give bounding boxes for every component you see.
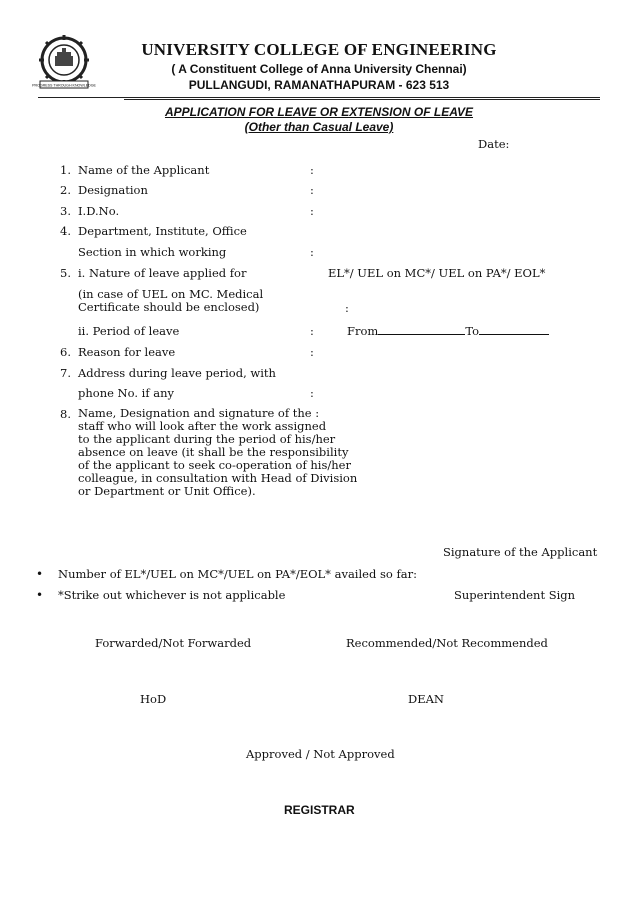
leave-type-options: EL*/ UEL on MC*/ UEL on PA*/ EOL* <box>328 266 546 280</box>
dean-label: DEAN <box>408 692 444 706</box>
item-1-number: 1. <box>60 163 71 177</box>
item-5-note-colon: : <box>345 301 349 315</box>
item-6-colon: : <box>310 345 314 359</box>
period-from-to <box>347 324 549 338</box>
item-8-label: Name, Designation and signature of the : staff who will look after the work assigned to the applicant during the period of his/her absence on leave (it shall be the responsibility of the applicant to seek co-operation of his/her colleague, in consultation with Head of Division or Department or Unit Office). <box>78 406 358 498</box>
strike-out-note: *Strike out whichever is not applicable <box>58 588 286 602</box>
college-constituent: ( A Constituent College of Anna University Chennai) <box>171 62 467 76</box>
item-4-label: Department, Institute, Office <box>78 224 247 238</box>
item-8-number: 8. <box>60 407 71 421</box>
header-rule-thin <box>124 99 600 100</box>
to-label: To <box>465 324 480 338</box>
item-5-number: 5. <box>60 266 71 280</box>
recommended-label: Recommended/Not Recommended <box>346 636 548 650</box>
from-blank <box>378 324 465 335</box>
superintendent-sign-label: Superintendent Sign <box>454 588 576 602</box>
item-7-colon: : <box>310 386 314 400</box>
item-6-label: Reason for leave <box>78 345 176 359</box>
form-subtitle: (Other than Casual Leave) <box>244 120 394 134</box>
item-2-label: Designation <box>78 183 148 197</box>
item-7-label: Address during leave period, with <box>78 366 276 380</box>
period-colon: : <box>310 324 314 338</box>
svg-text:PROGRESS THROUGH KNOWLEDGE: PROGRESS THROUGH KNOWLEDGE <box>32 83 96 88</box>
item-5-label: i. Nature of leave applied for <box>78 266 247 280</box>
item-7-label-line2: phone No. if any <box>78 386 175 400</box>
applicant-signature-label: Signature of the Applicant <box>443 545 598 559</box>
from-label: From <box>347 324 379 338</box>
bullet-dot: • <box>36 567 44 581</box>
item-2-colon: : <box>310 183 314 197</box>
to-blank <box>479 324 549 335</box>
item-3-label: I.D.No. <box>78 204 120 218</box>
item-4-number: 4. <box>60 224 71 238</box>
approved-label: Approved / Not Approved <box>246 747 395 761</box>
item-6-number: 6. <box>60 345 71 359</box>
item-4-label-line2: Section in which working <box>78 245 227 259</box>
registrar-label: REGISTRAR <box>284 803 355 817</box>
forwarded-label: Forwarded/Not Forwarded <box>95 636 252 650</box>
item-4-colon: : <box>310 245 314 259</box>
period-of-leave-label: ii. Period of leave <box>78 324 180 338</box>
hod-label: HoD <box>140 692 167 706</box>
item-1-colon: : <box>310 163 314 177</box>
item-2-number: 2. <box>60 183 71 197</box>
item-5-note: (in case of UEL on MC. Medical Certificate should be enclosed) <box>78 287 264 314</box>
item-3-number: 3. <box>60 204 71 218</box>
college-address: PULLANGUDI, RAMANATHAPURAM - 623 513 <box>188 78 450 92</box>
leave-availed-label: Number of EL*/UEL on MC*/UEL on PA*/EOL* availed so far: <box>58 567 417 581</box>
date-label: Date: <box>478 137 510 151</box>
college-name: UNIVERSITY COLLEGE OF ENGINEERING <box>141 40 497 59</box>
bullet-dot: • <box>36 588 44 602</box>
item-1-label: Name of the Applicant <box>78 163 210 177</box>
item-3-colon: : <box>310 204 314 218</box>
header-rule <box>38 97 600 98</box>
item-7-number: 7. <box>60 366 71 380</box>
form-title: APPLICATION FOR LEAVE OR EXTENSION OF LEAVE <box>164 105 474 119</box>
